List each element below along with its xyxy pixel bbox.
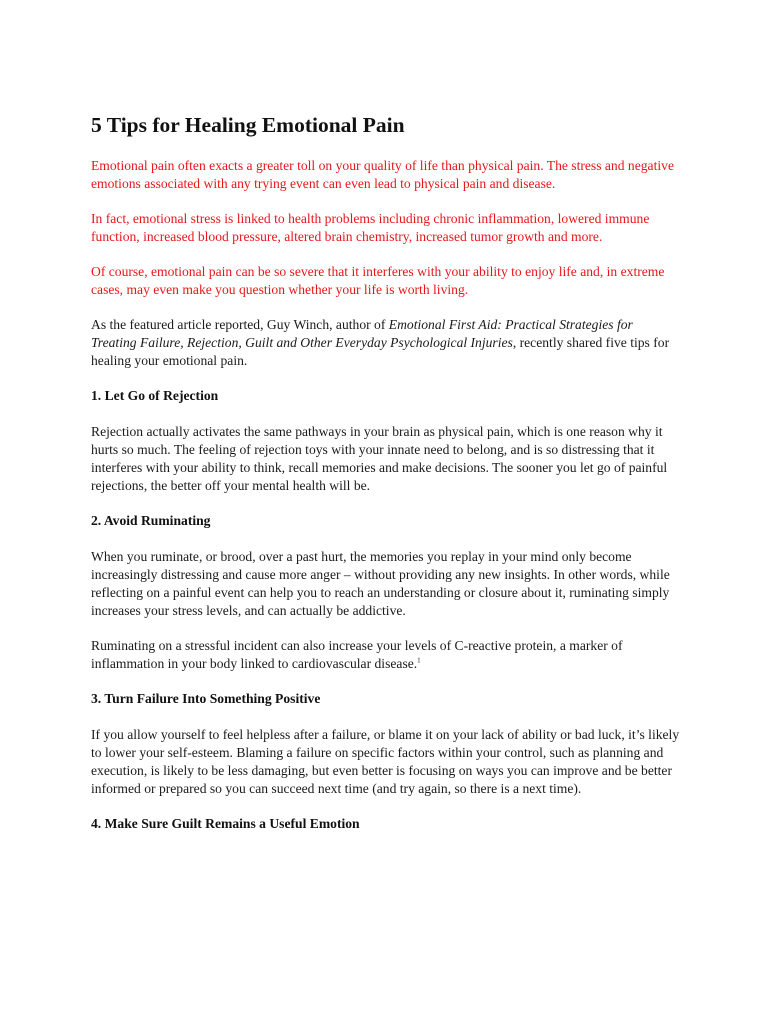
book-title: Emotional First Aid: Practical Strategies for Treating Failure, Rejection, Guilt and Other Everyday Psychological Injuries [91, 317, 633, 350]
section-heading: 4. Make Sure Guilt Remains a Useful Emotion [91, 816, 360, 831]
body-paragraph [91, 637, 681, 673]
intro-paragraph: In fact, emotional stress is linked to health problems including chronic inflammation, lowered immune function, increased blood pressure, altered brain chemistry, increased tumor growth and more. [91, 211, 650, 244]
intro-paragraph: Of course, emotional pain can be so severe that it interferes with your ability to enjoy life and, in extreme cases, may even make you question whether your life is worth living. [91, 264, 665, 297]
featured-paragraph [91, 316, 681, 370]
article [91, 112, 681, 851]
body-paragraph: When you ruminate, or brood, over a past hurt, the memories you replay in your mind only become increasingly distressing and cause more anger – without providing any new insights. In other words, while reflecting on a painful event can help you to reach an understanding or closure about it, ruminating simply increases your stress levels, and can actually be addictive. [91, 549, 670, 618]
featured-text-before: As the featured article reported, Guy Winch, author of [91, 317, 389, 332]
section-heading: 2. Avoid Ruminating [91, 513, 211, 528]
intro-paragraph: Emotional pain often exacts a greater toll on your quality of life than physical pain. The stress and negative emotions associated with any trying event can even lead to physical pain and disease. [91, 158, 674, 191]
body-paragraph-text: Ruminating on a stressful incident can also increase your levels of C-reactive protein, a marker of inflammation in your body linked to cardiovascular disease. [91, 638, 623, 671]
article-title: 5 Tips for Healing Emotional Pain [91, 113, 405, 137]
body-paragraph: Rejection actually activates the same pathways in your brain as physical pain, which is one reason why it hurts so much. The feeling of rejection toys with your innate need to belong, and is so distressing that it interferes with your ability to think, recall memories and make decisions. The sooner you let go of painful rejections, the better off your mental health will be. [91, 424, 668, 493]
section-heading: 1. Let Go of Rejection [91, 388, 219, 403]
footnote-reference-link[interactable]: 1 [417, 656, 421, 665]
section-heading: 3. Turn Failure Into Something Positive [91, 691, 321, 706]
featured-text-after: , recently shared five tips for healing your emotional pain. [91, 335, 670, 368]
body-paragraph: If you allow yourself to feel helpless after a failure, or blame it on your lack of ability or bad luck, it’s likely to lower your self-esteem. Blaming a failure on specific factors within your control, such as planning and execution, is likely to be less damaging, but even better is focusing on ways you can improve and be better informed or prepared so you can succeed next time (and try again, so there is a next time). [91, 727, 680, 796]
